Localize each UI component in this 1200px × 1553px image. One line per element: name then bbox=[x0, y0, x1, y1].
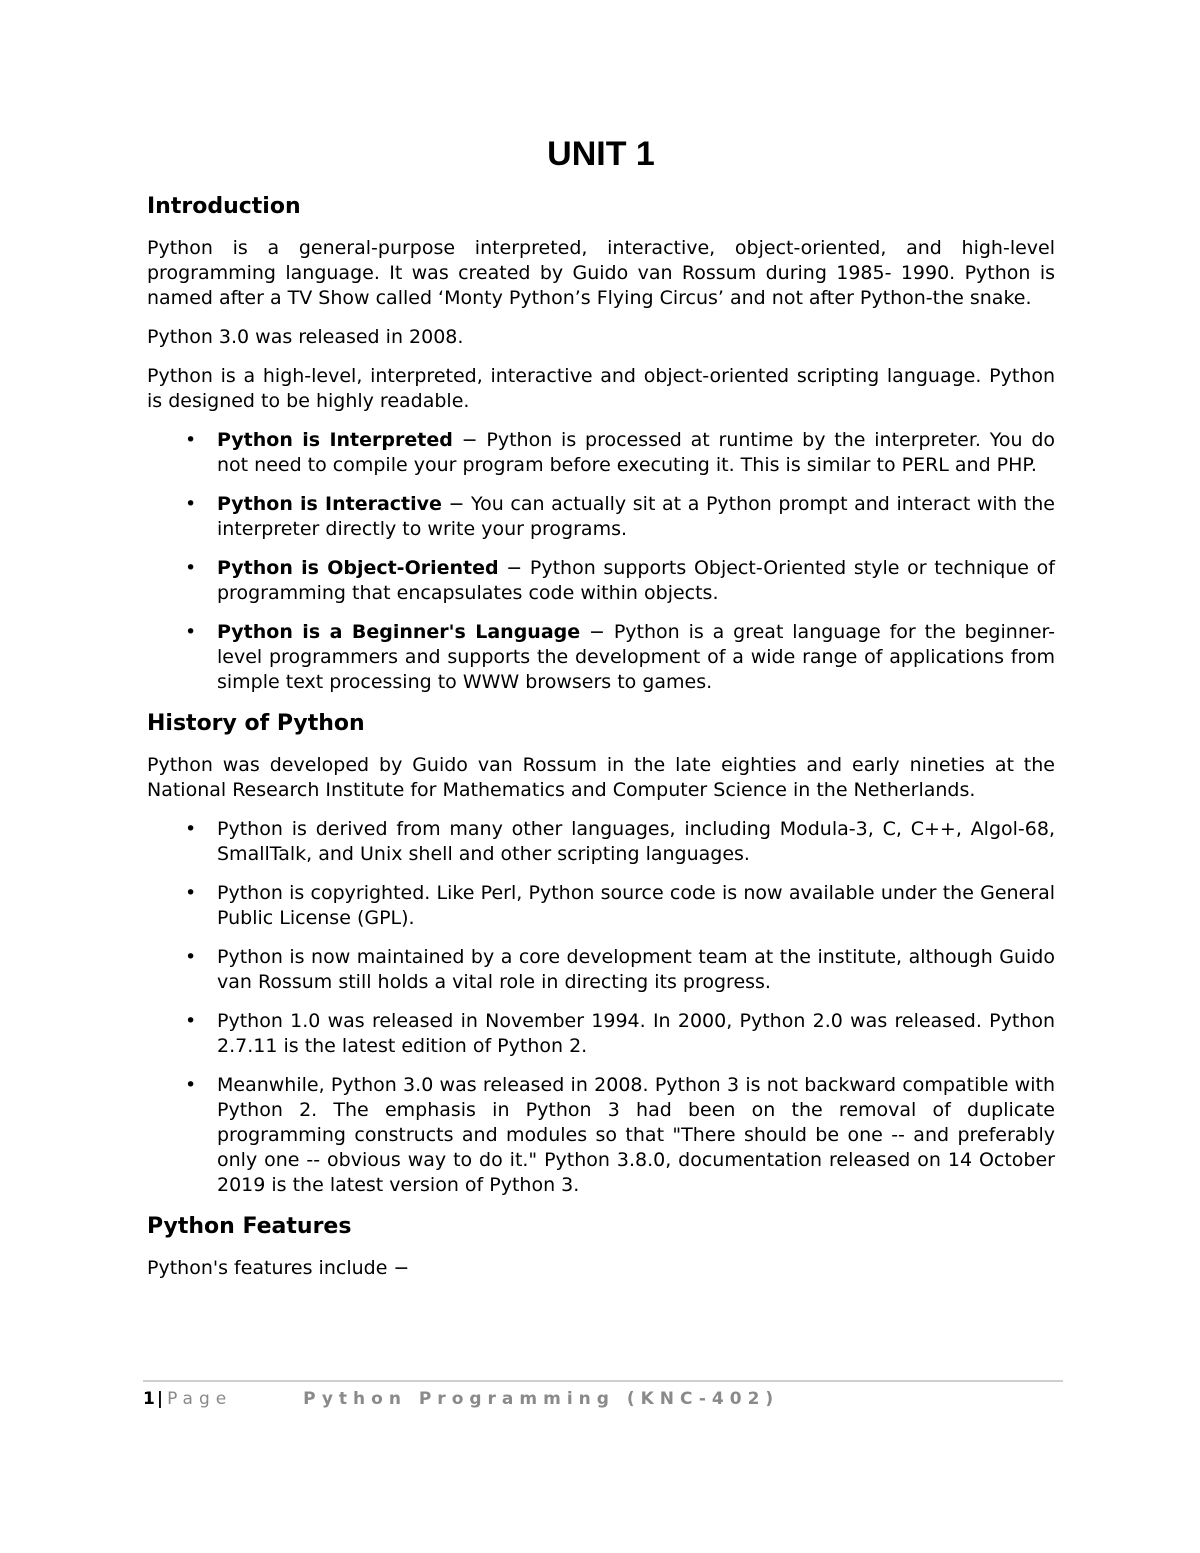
history-bullet-list bbox=[147, 817, 1055, 1198]
bullet-term: Python is a Beginner's Language bbox=[217, 621, 581, 643]
bullet-icon: • bbox=[185, 429, 197, 451]
bullet-term: Python is Interpreted bbox=[217, 429, 453, 451]
bullet-icon: • bbox=[185, 621, 197, 643]
list-item bbox=[185, 620, 1055, 695]
history-heading: History of Python bbox=[147, 711, 365, 736]
bullet-text: Meanwhile, Python 3.0 was released in 2008. Python 3 is not backward compatible with Python 2. The emphasis in Python 3 had been on the removal of duplicate programming constructs and modules so that "There should be one -- and preferably only one -- obvious way to do it." Python 3.8.0, documentation released on 14 October 2019 is the latest version of Python 3. bbox=[217, 1074, 1055, 1196]
intro-paragraph-3: Python is a high-level, interpreted, interactive and object-oriented scripting language. Python is designed to be highly readable. bbox=[147, 365, 1055, 412]
page-label: Page bbox=[167, 1389, 233, 1409]
footer-separator: | bbox=[156, 1389, 164, 1409]
bullet-icon: • bbox=[185, 493, 197, 515]
bullet-term: Python is Object-Oriented bbox=[217, 557, 499, 579]
bullet-text: − Python is processed at runtime by the interpreter. You do not need to compile your program before executing it. This is similar to PERL and PHP. bbox=[217, 429, 1056, 476]
bullet-icon: • bbox=[185, 946, 197, 968]
list-item bbox=[185, 1073, 1055, 1198]
list-item bbox=[185, 881, 1055, 931]
course-title: Python Programming (KNC-402) bbox=[303, 1389, 780, 1409]
list-item bbox=[185, 945, 1055, 995]
unit-title: UNIT 1 bbox=[547, 135, 655, 173]
list-item bbox=[185, 492, 1055, 542]
bullet-icon: • bbox=[185, 1010, 197, 1032]
list-item bbox=[185, 1009, 1055, 1059]
bullet-text: Python is derived from many other languages, including Modula-3, C, C++, Algol-68, SmallTalk, and Unix shell and other scripting languages. bbox=[217, 818, 1055, 865]
features-heading: Python Features bbox=[147, 1214, 352, 1239]
bullet-text: Python is copyrighted. Like Perl, Python source code is now available under the General Public License (GPL). bbox=[217, 882, 1055, 929]
bullet-text: Python is now maintained by a core development team at the institute, although Guido van Rossum still holds a vital role in directing its progress. bbox=[217, 946, 1055, 993]
bullet-text: Python 1.0 was released in November 1994. In 2000, Python 2.0 was released. Python 2.7.11 is the latest edition of Python 2. bbox=[217, 1010, 1055, 1057]
features-paragraph: Python's features include − bbox=[147, 1257, 410, 1279]
bullet-icon: • bbox=[185, 818, 197, 840]
history-paragraph: Python was developed by Guido van Rossum in the late eighties and early nineties at the National Research Institute for Mathematics and Computer Science in the Netherlands. bbox=[147, 754, 1055, 801]
page-number: 1 bbox=[143, 1389, 155, 1409]
bullet-text: − Python is a great language for the beginner-level programmers and supports the development of a wide range of applications from simple text processing to WWW browsers to games. bbox=[217, 621, 1055, 693]
list-item bbox=[185, 556, 1055, 606]
bullet-text: − You can actually sit at a Python prompt and interact with the interpreter directly to write your programs. bbox=[217, 493, 1055, 540]
document-page bbox=[147, 130, 1055, 1295]
list-item bbox=[185, 428, 1056, 478]
intro-paragraph-2: Python 3.0 was released in 2008. bbox=[147, 326, 464, 348]
list-item bbox=[185, 817, 1055, 867]
introduction-heading: Introduction bbox=[147, 194, 301, 219]
bullet-term: Python is Interactive bbox=[217, 493, 442, 515]
intro-bullet-list bbox=[147, 428, 1055, 695]
intro-paragraph-1: Python is a general-purpose interpreted, interactive, object-oriented, and high-level programming language. It was created by Guido van Rossum during 1985- 1990. Python is named after a TV Show called ‘Monty Python’s Flying Circus’ and not after Python-the snake. bbox=[147, 237, 1055, 309]
bullet-icon: • bbox=[185, 882, 197, 904]
page-footer bbox=[143, 1380, 1063, 1410]
bullet-icon: • bbox=[185, 557, 197, 579]
bullet-text: − Python supports Object-Oriented style or technique of programming that encapsulates code within objects. bbox=[217, 557, 1055, 604]
bullet-icon: • bbox=[185, 1074, 197, 1096]
